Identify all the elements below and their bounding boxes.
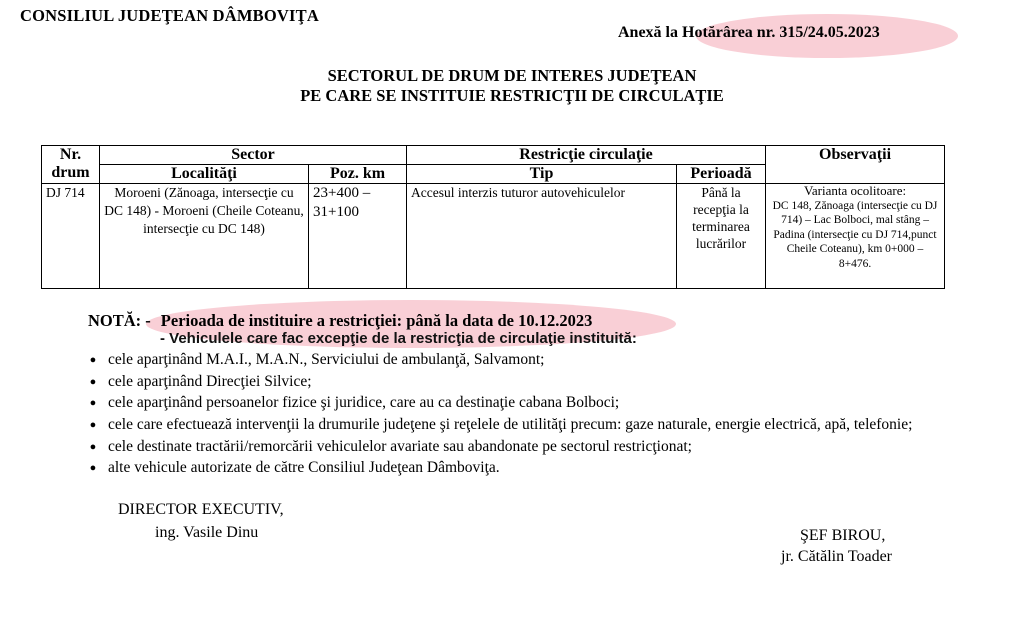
exceptions-list xyxy=(78,349,912,479)
nota-label: NOTĂ: - xyxy=(88,311,151,330)
annex-decision: Hotărârea nr. 315/24.05.2023 xyxy=(682,24,880,41)
signature-left-title: DIRECTOR EXECUTIV, xyxy=(118,501,284,518)
cell-tip: Accesul interzis tuturor autovehiculelor xyxy=(407,184,677,289)
header-nr-drum: Nr. drum xyxy=(42,146,100,184)
nota-line xyxy=(88,311,592,331)
list-item: ● alte vehicule autorizate de către Consiliul Judeţean Dâmboviţa. xyxy=(78,457,912,479)
list-item: ● cele care efectuează intervenţii la drumurile judeţene şi reţelele de utilităţi precum: gaze naturale, energie electrică, apă, telefonie; xyxy=(78,414,912,436)
document-title-line1: SECTORUL DE DRUM DE INTERES JUDEŢEAN xyxy=(327,66,697,85)
council-name: CONSILIUL JUDEŢEAN DÂMBOVIŢA xyxy=(20,6,319,25)
header-perioada: Perioadă xyxy=(677,165,766,184)
nota-period: Perioada de instituire a restricţiei: până la data de 10.12.2023 xyxy=(160,311,593,330)
restriction-table xyxy=(41,145,945,289)
cell-poz-km: 23+400 – 31+100 xyxy=(309,184,407,289)
observatii-title: Varianta ocolitoare: xyxy=(803,183,907,198)
list-item: ● cele destinate tractării/remorcării vehiculelor avariate sau abandonate pe sectorul restricţionat; xyxy=(78,436,912,458)
bullet-icon: ● xyxy=(89,397,97,410)
bullet-icon: ● xyxy=(89,354,97,366)
list-item: ● cele aparţinând M.A.I., M.A.N., Serviciului de ambulanţă, Salvamont; xyxy=(78,349,912,371)
signature-left-name: ing. Vasile Dinu xyxy=(155,524,259,541)
header-poz-km: Poz. km xyxy=(309,165,407,184)
header-observatii: Observaţii xyxy=(766,146,945,184)
list-item: ● cele aparţinând Direcţiei Silvice; xyxy=(78,371,912,393)
list-item: ● cele aparţinând persoanelor fizice şi juridice, care au ca destinaţie cabana Bolboci; xyxy=(78,392,912,414)
signature-right-name: jr. Cătălin Toader xyxy=(781,548,892,565)
table-row xyxy=(42,184,945,289)
bullet-icon: ● xyxy=(89,462,97,475)
signature-right-title: ŞEF BIROU, xyxy=(800,527,886,544)
cell-perioada: Până la recepţia la terminarea lucrărilor xyxy=(677,184,766,289)
header-tip: Tip xyxy=(407,165,677,184)
exceptions-title: - Vehiculele care fac excepţie de la restricţia de circulaţie instituită: xyxy=(160,330,637,347)
annex-prefix: Anexă la xyxy=(618,24,682,41)
document-title-line2: PE CARE SE INSTITUIE RESTRICŢII DE CIRCULAŢIE xyxy=(300,86,724,105)
header-sector: Sector xyxy=(100,146,407,165)
annex-reference xyxy=(618,24,880,42)
header-restrictie: Restricţie circulaţie xyxy=(407,146,766,165)
cell-observatii xyxy=(766,184,945,289)
cell-localitati: Moroeni (Zănoaga, intersecţie cu DC 148) - Moroeni (Cheile Coteanu, intersecţie cu DC 148) xyxy=(100,184,309,289)
bullet-icon: ● xyxy=(89,375,97,388)
bullet-icon: ● xyxy=(89,440,97,453)
observatii-text: DC 148, Zănoaga (intersecţie cu DJ 714) – Lac Bolboci, mal stâng – Padina (intersecţie cu DJ 714,punct Cheile Coteanu), km 0+000 – 8+476. xyxy=(772,199,938,270)
header-localitati: Localităţi xyxy=(100,165,309,184)
bullet-icon: ● xyxy=(89,419,97,432)
cell-nr-drum: DJ 714 xyxy=(42,184,100,289)
